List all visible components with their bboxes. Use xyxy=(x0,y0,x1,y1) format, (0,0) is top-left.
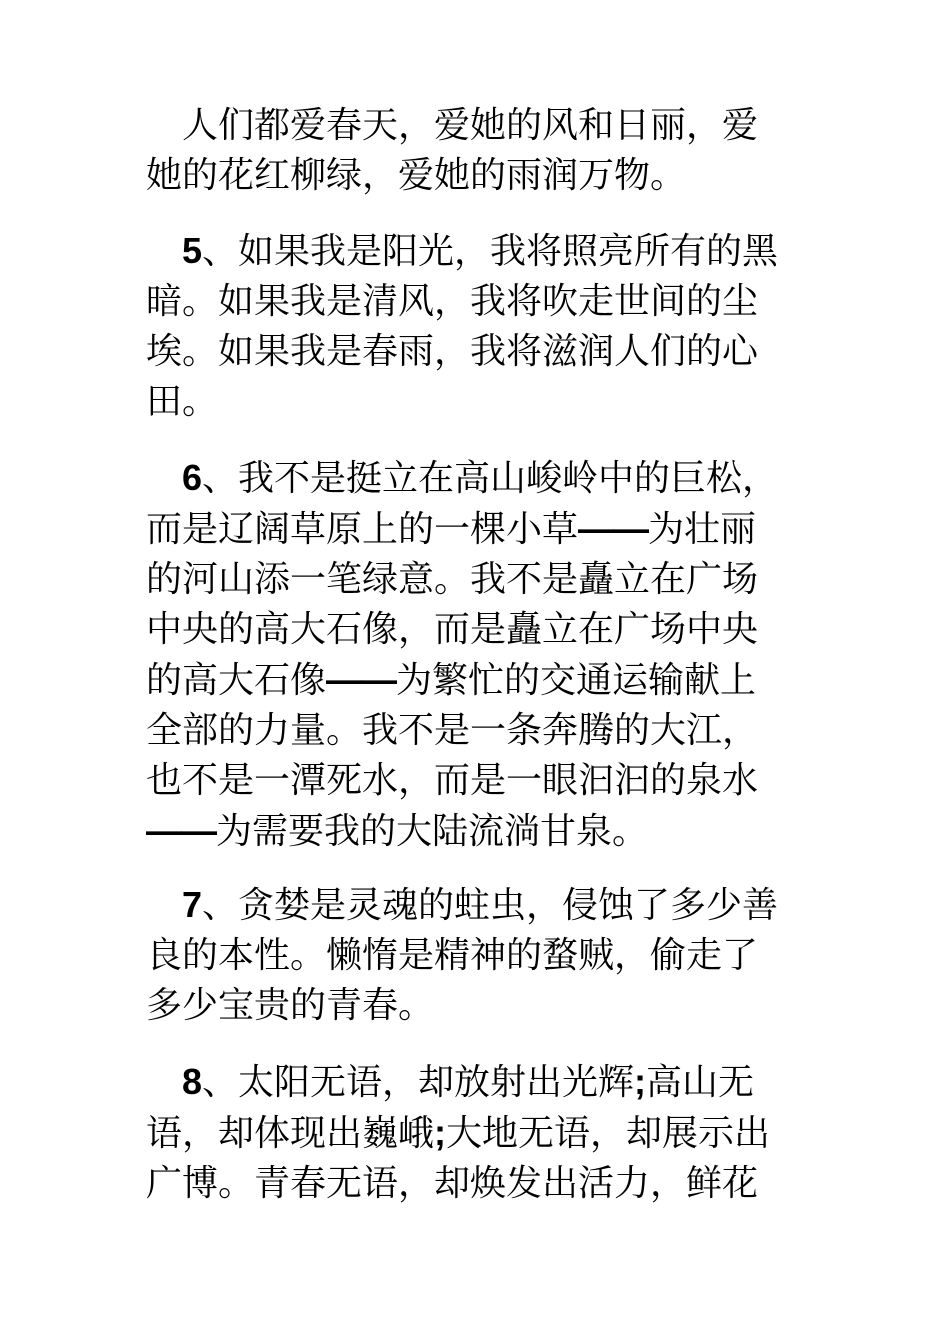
text-segment: 、贪婪是灵魂的蛀虫，侵蚀了多少善 xyxy=(202,885,779,926)
text-line: 人们都爱春天，爱她的风和日丽，爱 xyxy=(182,105,759,146)
text-segment: 、如果我是阳光，我将照亮所有的黑 xyxy=(202,231,779,272)
text-line: 良的本性。懒惰是精神的蝥贼，偷走了 xyxy=(146,935,759,976)
text-line: 她的花红柳绿，爱她的雨润万物。 xyxy=(146,155,687,196)
text-line: 也不是一潭死水，而是一眼汩汩的泉水 xyxy=(146,760,759,801)
text-segment: 大地无语，却展示出 xyxy=(446,1113,771,1154)
paragraph-item-5 xyxy=(146,226,816,427)
em-dash: —— xyxy=(578,508,649,549)
paragraph-item-8 xyxy=(146,1057,816,1209)
text-segment: 为需要我的大陆流淌甘泉。 xyxy=(216,811,649,852)
text-segment: 的高大石像 xyxy=(146,660,327,701)
text-line: 埃。如果我是春雨，我将滋润人们的心 xyxy=(146,331,759,372)
text-line xyxy=(146,504,816,555)
item-number: 6 xyxy=(182,457,203,498)
text-line xyxy=(146,1057,816,1108)
text-line xyxy=(146,1108,816,1159)
semicolon: ; xyxy=(634,1061,647,1102)
item-number: 5 xyxy=(182,230,203,271)
text-line: 的河山添一笔绿意。我不是矗立在广场 xyxy=(146,559,759,600)
text-segment: 高山无 xyxy=(646,1062,755,1103)
text-segment: 为壮丽 xyxy=(648,509,757,550)
text-line xyxy=(146,655,816,706)
text-line xyxy=(146,226,816,277)
text-line xyxy=(146,880,816,931)
text-line xyxy=(146,453,816,504)
text-line: 暗。如果我是清风，我将吹走世间的尘 xyxy=(146,281,759,322)
semicolon: ; xyxy=(434,1112,447,1153)
text-line xyxy=(146,806,816,857)
text-segment: 、我不是挺立在高山峻岭中的巨松， xyxy=(202,458,779,499)
text-line: 田。 xyxy=(146,381,219,422)
text-segment: 而是辽阔草原上的一棵小草 xyxy=(146,509,579,550)
text-segment: 、太阳无语，却放射出光辉 xyxy=(202,1062,635,1103)
paragraph-item-7 xyxy=(146,880,816,1031)
paragraph-intro xyxy=(146,101,816,201)
item-number: 7 xyxy=(182,884,203,925)
paragraph-item-6 xyxy=(146,453,816,857)
item-number: 8 xyxy=(182,1061,203,1102)
text-line: 广博。青春无语，却焕发出活力，鲜花 xyxy=(146,1163,759,1204)
text-segment: 语，却体现出巍峨 xyxy=(146,1113,435,1154)
em-dash: —— xyxy=(146,810,216,851)
text-line: 全部的力量。我不是一条奔腾的大江， xyxy=(146,710,759,751)
em-dash: —— xyxy=(326,659,397,700)
text-line: 多少宝贵的青春。 xyxy=(146,985,435,1026)
text-line: 中央的高大石像，而是矗立在广场中央 xyxy=(146,609,759,650)
text-segment: 为繁忙的交通运输献上 xyxy=(396,660,757,701)
